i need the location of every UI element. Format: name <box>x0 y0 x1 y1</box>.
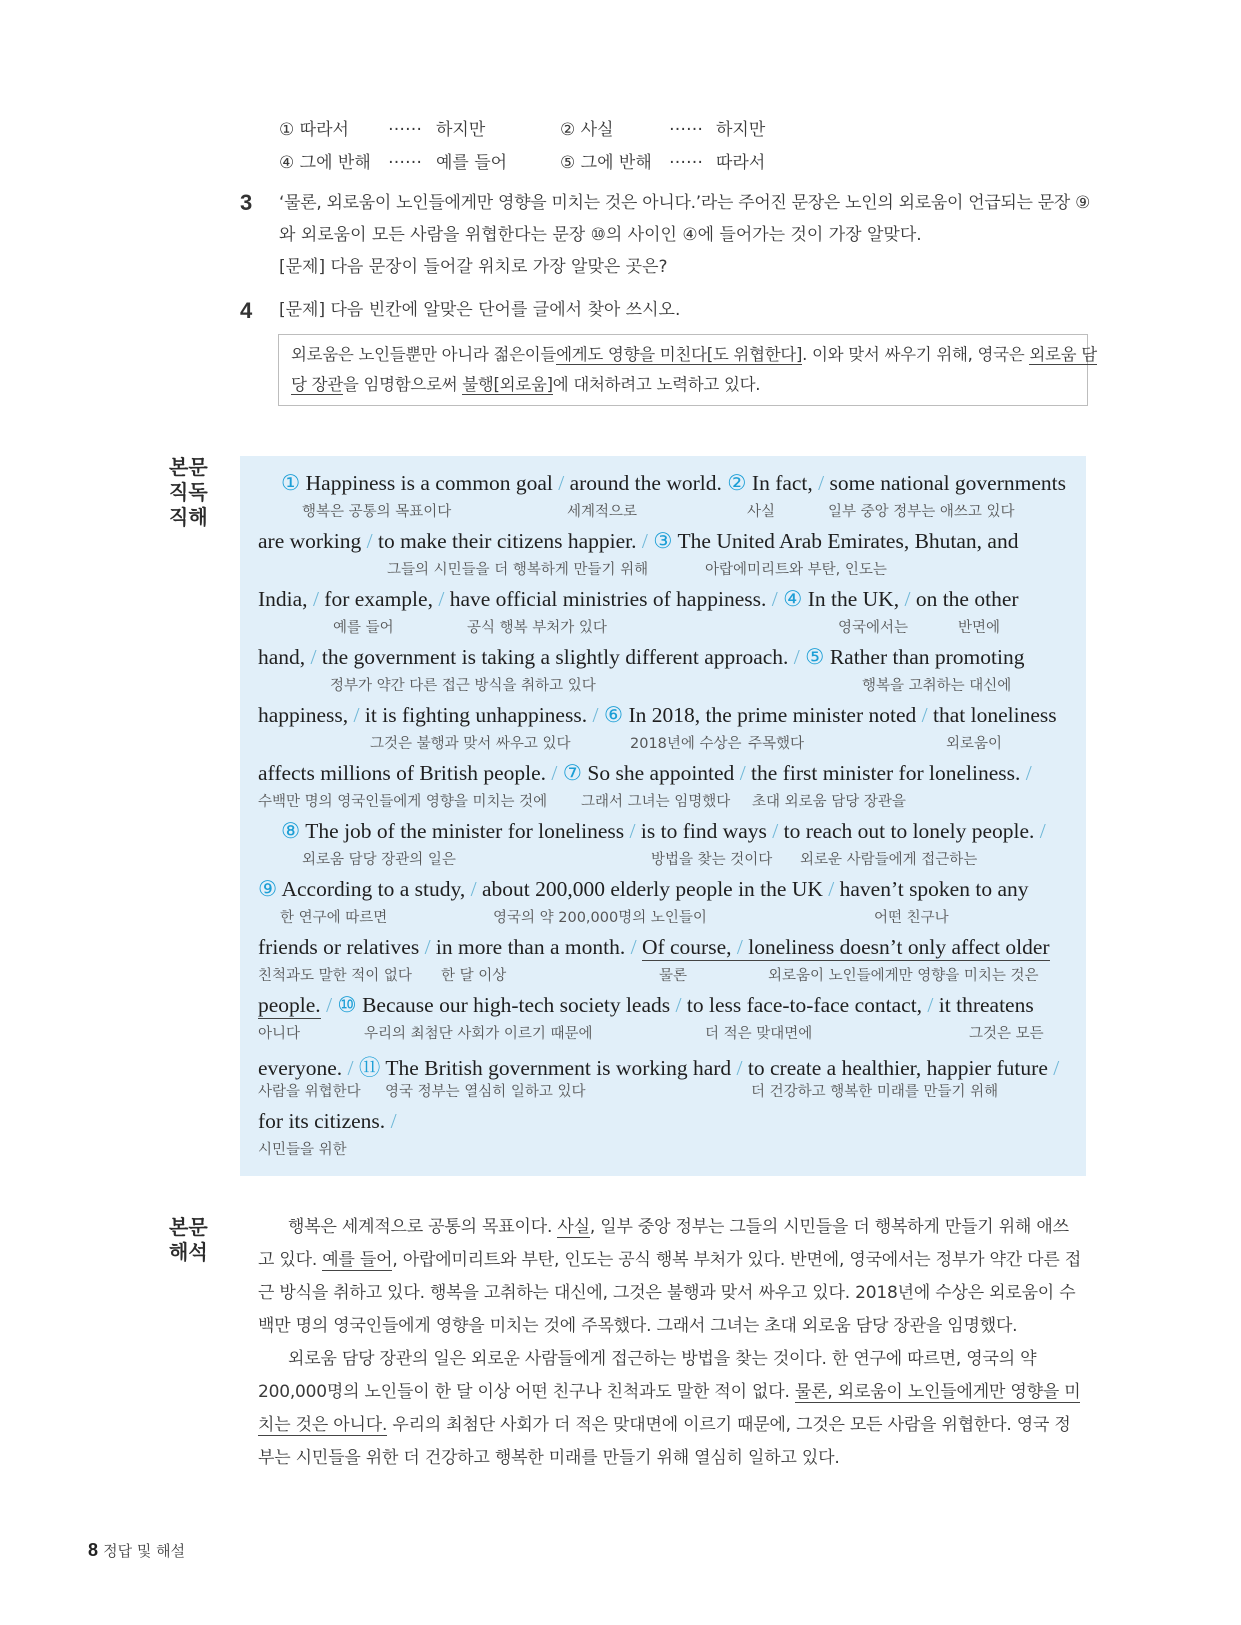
reading-text: people. / ⑩ Because our high-tech society leads / to less face-to-face contact, / it threatens <box>258 993 1034 1018</box>
sentence-number: ② <box>727 471 747 496</box>
gloss: 반면에 <box>958 620 1001 636</box>
option-2-first: ② 사실 <box>560 120 614 140</box>
option-dots: …… <box>669 115 703 135</box>
gloss: 친척과도 말한 적이 없다 <box>258 968 412 984</box>
gloss: 외로움이 <box>946 736 1003 752</box>
gloss: 방법을 찾는 것이다 <box>651 852 773 868</box>
sentence-number: ④ <box>783 587 803 612</box>
gloss: 그것은 모든 <box>969 1026 1044 1042</box>
translation-line: 치는 것은 아니다. 우리의 최첨단 사회가 더 적은 맞대면에 이르기 때문에, 그것은 모든 사람을 위협한다. 영국 정 <box>258 1415 1071 1435</box>
gloss: 더 적은 맞대면에 <box>705 1026 813 1042</box>
answer-box <box>278 334 1097 406</box>
sentence-number: ⑤ <box>805 645 825 670</box>
page-number: 8 <box>88 1540 99 1560</box>
reading-text: friends or relatives / in more than a month. / Of course, / loneliness doesn’t only affect older <box>258 935 1050 959</box>
section-label-direct-reading <box>169 455 208 530</box>
option-dots: …… <box>669 148 703 168</box>
question-3-number: 3 <box>240 190 253 215</box>
option-4-second: 예를 들어 <box>436 153 508 173</box>
answer-text: 을 임명함으로써 <box>342 375 463 394</box>
gloss: 우리의 최첨단 사회가 이르기 때문에 <box>364 1026 593 1042</box>
footer-title: 정답 및 해설 <box>103 1542 186 1560</box>
gloss: 2018년에 수상은 <box>630 736 742 752</box>
gloss: 한 달 이상 <box>441 968 507 984</box>
reading-text: everyone. / ⑪ The British government is working hard / to create a healthier, happier future / <box>258 1056 1060 1081</box>
label-line: 해석 <box>169 1240 208 1264</box>
translation-line: 200,000명의 노인들이 한 달 이상 어떤 친구나 친척과도 말한 적이 없다. 물론, 외로움이 노인들에게만 영향을 미 <box>258 1382 1081 1402</box>
gloss: 외로움이 노인들에게만 영향을 미치는 것은 <box>768 968 1039 984</box>
reading-text: ① Happiness is a common goal / around the world. ② In fact, / some national governments <box>281 471 1066 496</box>
reading-text: hand, / the government is taking a slightly different approach. / ⑤ Rather than promoting <box>258 645 1025 670</box>
answer-box-line-2 <box>291 370 760 400</box>
question-3-line-1: ‘물론, 외로움이 노인들에게만 영향을 미치는 것은 아니다.’라는 주어진 문장은 노인의 외로움이 언급되는 문장 ⑨ <box>279 193 1091 213</box>
answer-underlined: 당 장관 <box>291 375 343 394</box>
translation-line: 부는 시민들을 위한 더 건강하고 행복한 미래를 만들기 위해 열심히 일하고 있다. <box>258 1448 840 1468</box>
translation-line: 고 있다. 예를 들어, 아랍에미리트와 부탄, 인도는 공식 행복 부처가 있다. 반면에, 영국에서는 정부가 약간 다른 접 <box>258 1250 1082 1270</box>
option-1-first: ① 따라서 <box>279 120 349 140</box>
gloss: 공식 행복 부처가 있다 <box>467 620 607 636</box>
gloss: 일부 중앙 정부는 애쓰고 있다 <box>828 504 1015 520</box>
answer-underlined: 외로움 담 <box>1029 345 1097 364</box>
question-4-number: 4 <box>240 298 253 323</box>
underlined-sentence: people. <box>258 993 321 1017</box>
option-5-first: ⑤ 그에 반해 <box>560 153 652 173</box>
translation-line: 외로움 담당 장관의 일은 외로운 사람들에게 접근하는 방법을 찾는 것이다. 한 연구에 따르면, 영국의 약 <box>288 1349 1037 1369</box>
gloss: 물론 <box>659 968 688 984</box>
question-3-line-3: [문제] 다음 문장이 들어갈 위치로 가장 알맞은 곳은? <box>279 257 668 277</box>
gloss: 초대 외로움 담당 장관을 <box>752 794 906 810</box>
gloss: 아니다 <box>258 1026 301 1042</box>
translation-line: 백만 명의 영국인들에게 영향을 미치는 것에 주목했다. 그래서 그녀는 초대 외로움 담당 장관을 임명했다. <box>258 1316 1018 1336</box>
gloss: 주목했다 <box>748 736 805 752</box>
translation-line: 근 방식을 취하고 있다. 행복을 고취하는 대신에, 그것은 불행과 맞서 싸우고 있다. 2018년에 수상은 외로움이 수 <box>258 1283 1076 1303</box>
label-line: 직해 <box>169 505 208 529</box>
answer-text: 외로움은 노인들뿐만 아니라 젊은이들 <box>291 345 557 364</box>
option-dots: …… <box>388 115 422 135</box>
question-4-line-1: [문제] 다음 빈칸에 알맞은 단어를 글에서 찾아 쓰시오. <box>279 300 681 320</box>
gloss: 예를 들어 <box>333 620 394 636</box>
gloss: 사실 <box>747 504 776 520</box>
gloss: 영국 정부는 열심히 일하고 있다 <box>385 1084 586 1100</box>
gloss: 세계적으로 <box>567 504 638 520</box>
gloss: 외로운 사람들에게 접근하는 <box>800 852 978 868</box>
option-1-second: 하지만 <box>436 120 486 140</box>
gloss: 한 연구에 따르면 <box>280 910 388 926</box>
question-3-line-2: 와 외로움이 모든 사람을 위협한다는 문장 ⑩의 사이인 ④에 들어가는 것이 가장 알맞다. <box>279 225 922 245</box>
option-2-second: 하지만 <box>716 120 766 140</box>
sentence-number: ⑦ <box>562 761 583 786</box>
reading-text: India, / for example, / have official ministries of happiness. / ④ In the UK, / on the other <box>258 587 1019 612</box>
gloss: 외로움 담당 장관의 일은 <box>302 852 456 868</box>
answer-underlined: 에게도 영향을 미친다[도 위협한다] <box>556 345 803 364</box>
gloss: 수백만 명의 영국인들에게 영향을 미치는 것에 <box>258 794 548 810</box>
gloss: 영국에서는 <box>838 620 909 636</box>
gloss: 더 건강하고 행복한 미래를 만들기 위해 <box>751 1084 999 1100</box>
gloss: 그래서 그녀는 임명했다 <box>581 794 731 810</box>
gloss: 그들의 시민들을 더 행복하게 만들기 위해 <box>387 562 649 578</box>
sentence-number: ⑪ <box>358 1056 381 1081</box>
reading-text: ⑨ According to a study, / about 200,000 elderly people in the UK / haven’t spoken to any <box>258 877 1029 902</box>
sentence-number: ⑥ <box>603 703 624 728</box>
gloss: 아랍에미리트와 부탄, 인도는 <box>705 562 887 578</box>
page-footer <box>88 1540 185 1561</box>
sentence-number: ⑧ <box>281 819 301 844</box>
gloss: 정부가 약간 다른 접근 방식을 취하고 있다 <box>330 678 596 694</box>
answer-box-line-1 <box>291 340 1097 370</box>
answer-underlined: 불행[외로움] <box>462 375 553 394</box>
reading-text: are working / to make their citizens happier. / ③ The United Arab Emirates, Bhutan, and <box>258 529 1019 554</box>
gloss: 시민들을 위한 <box>258 1142 347 1158</box>
option-4-first: ④ 그에 반해 <box>279 153 371 173</box>
reading-text: happiness, / it is fighting unhappiness. / ⑥ In 2018, the prime minister noted / that loneliness <box>258 703 1057 728</box>
gloss: 어떤 친구나 <box>874 910 949 926</box>
gloss: 행복을 고취하는 대신에 <box>862 678 1012 694</box>
option-5-second: 따라서 <box>716 153 766 173</box>
label-line: 본문 <box>169 455 208 479</box>
option-dots: …… <box>388 148 422 168</box>
label-line: 본문 <box>169 1215 208 1239</box>
reading-text: ⑧ The job of the minister for loneliness / is to find ways / to reach out to lonely people. / <box>281 819 1046 844</box>
underlined-sentence: Of course, / loneliness doesn’t only affect older <box>641 935 1050 959</box>
sentence-number: ① <box>281 471 301 496</box>
translation-line: 행복은 세계적으로 공통의 목표이다. 사실, 일부 중앙 정부는 그들의 시민들을 더 행복하게 만들기 위해 애쓰 <box>288 1217 1069 1237</box>
answer-text: . 이와 맞서 싸우기 위해, 영국은 <box>802 345 1030 364</box>
sentence-number: ③ <box>653 529 673 554</box>
gloss: 영국의 약 200,000명의 노인들이 <box>493 910 707 926</box>
sentence-number: ⑨ <box>258 877 278 902</box>
sentence-number: ⑩ <box>337 993 357 1018</box>
reading-text: affects millions of British people. / ⑦ So she appointed / the first minister for loneliness. / <box>258 761 1032 786</box>
label-line: 직독 <box>169 480 208 504</box>
gloss: 사람을 위협한다 <box>258 1084 361 1100</box>
answer-text: 에 대처하려고 노력하고 있다. <box>552 375 761 394</box>
section-label-translation <box>169 1215 208 1265</box>
gloss: 그것은 불행과 맞서 싸우고 있다 <box>370 736 571 752</box>
gloss: 행복은 공통의 목표이다 <box>302 504 452 520</box>
reading-text: for its citizens. / <box>258 1109 397 1133</box>
